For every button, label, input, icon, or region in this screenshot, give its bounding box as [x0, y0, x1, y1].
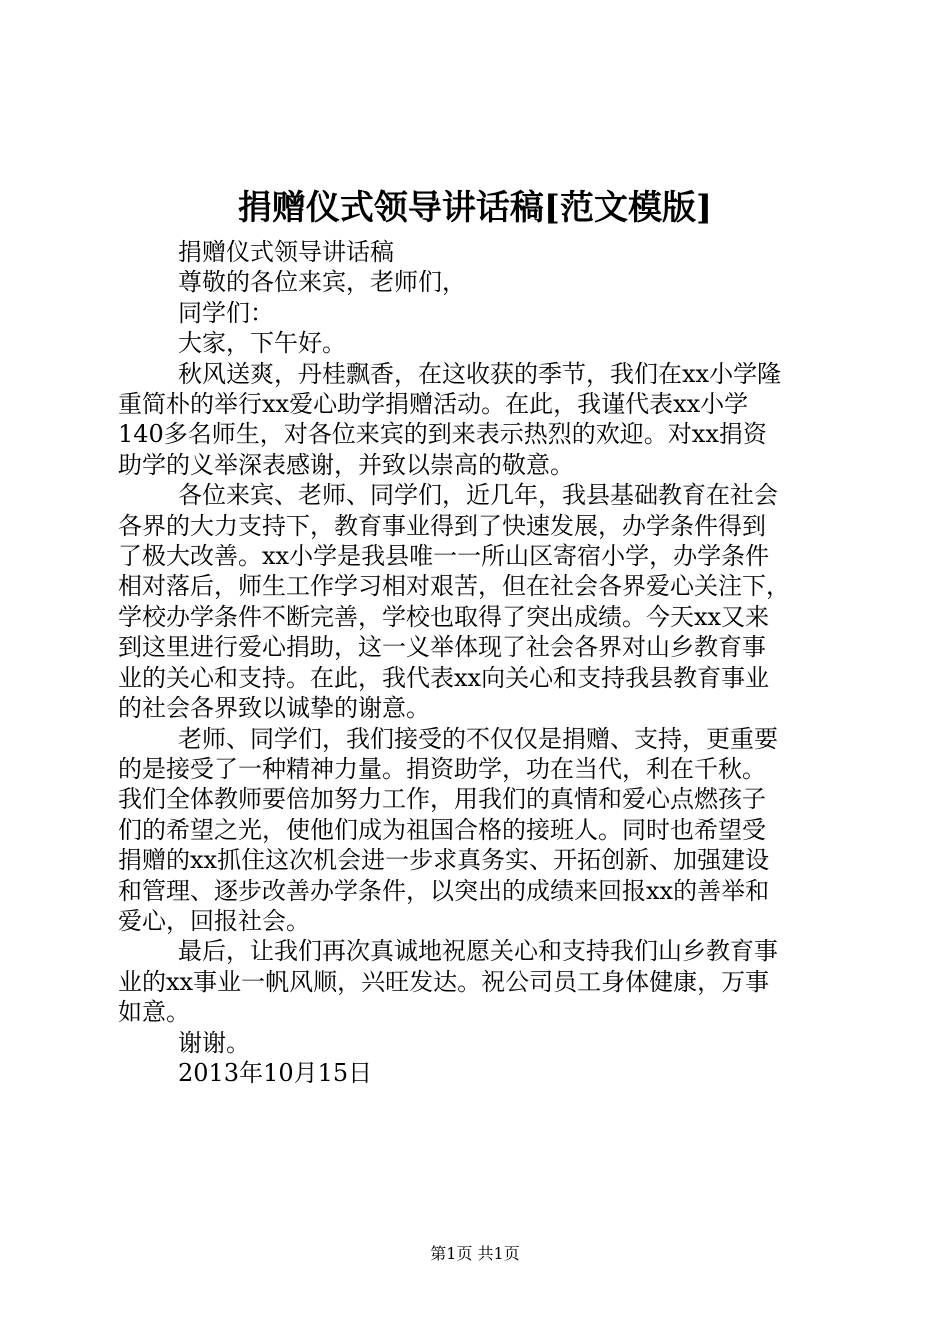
text-line: 助学的义举深表感谢，并致以崇高的敬意。 [118, 450, 574, 479]
text-line: 相对落后，师生工作学习相对艰苦，但在社会各界爱心关注下， [118, 572, 790, 601]
text-line: 2013年10月15日 [178, 1058, 373, 1087]
text-line: 到这里进行爱心捐助，这一义举体现了社会各界对山乡教育事 [118, 633, 766, 662]
text-line: 各界的大力支持下，教育事业得到了快速发展，办学条件得到 [118, 511, 766, 540]
paragraph-welcome [118, 359, 838, 481]
page-footer: 第1页 共1页 [430, 1244, 520, 1263]
paragraph-greeting [118, 328, 838, 358]
text-line: 学校办学条件不断完善，学校也取得了突出成绩。今天xx又来 [118, 602, 770, 631]
text-line: 各位来宾、老师、同学们，近几年，我县基础教育在社会 [178, 481, 778, 510]
document-title: 捐赠仪式领导讲话稿[范文模版] [237, 188, 713, 228]
text-line: 了极大改善。xx小学是我县唯一一所山区寄宿小学，办学条件 [118, 542, 770, 571]
text-line: 尊敬的各位来宾，老师们， [178, 268, 466, 297]
paragraph-background [118, 480, 838, 723]
text-line: 如意。 [118, 998, 190, 1027]
text-line: 业的关心和支持。在此，我代表xx向关心和支持我县教育事业 [118, 663, 770, 692]
text-line: 最后，让我们再次真诚地祝愿关心和支持我们山乡教育事 [178, 937, 778, 966]
text-line: 们的希望之光，使他们成为祖国合格的接班人。同时也希望受 [118, 815, 766, 844]
paragraph-subtitle [118, 237, 838, 267]
paragraph-salutation [118, 267, 838, 297]
text-line: 捐赠的xx抓住这次机会进一步求真务实、开拓创新、加强建设 [118, 846, 770, 875]
text-line: 重简朴的举行xx爱心助学捐赠活动。在此，我谨代表xx小学 [118, 390, 749, 419]
text-line: 捐赠仪式领导讲话稿 [178, 238, 394, 266]
text-line: 谢谢。 [178, 1028, 250, 1057]
document-body [118, 237, 838, 1088]
paragraph-date [118, 1058, 838, 1088]
text-line: 的是接受了一种精神力量。捐资助学，功在当代，利在千秋。 [118, 754, 766, 783]
text-line: 大家，下午好。 [178, 329, 346, 358]
text-line: 爱心，回报社会。 [118, 906, 310, 935]
text-line: 业的xx事业一帆风顺，兴旺发达。祝公司员工身体健康，万事 [118, 967, 770, 996]
text-line: 同学们： [178, 298, 274, 327]
paragraph-salutation-continued [118, 298, 838, 328]
text-line: 我们全体教师要倍加努力工作，用我们的真情和爱心点燃孩子 [118, 785, 766, 814]
text-line: 的社会各界致以诚挚的谢意。 [118, 694, 430, 723]
paragraph-closing [118, 936, 838, 1027]
text-line: 140多名师生，对各位来宾的到来表示热烈的欢迎。对xx捐资 [118, 420, 767, 449]
paragraph-teachers [118, 724, 838, 937]
text-line: 和管理、逐步改善办学条件，以突出的成绩来回报xx的善举和 [118, 876, 770, 905]
text-line: 秋风送爽，丹桂飘香，在这收获的季节，我们在xx小学隆 [178, 359, 782, 388]
paragraph-thanks [118, 1028, 838, 1058]
text-line: 老师、同学们，我们接受的不仅仅是捐赠、支持，更重要 [178, 724, 778, 753]
